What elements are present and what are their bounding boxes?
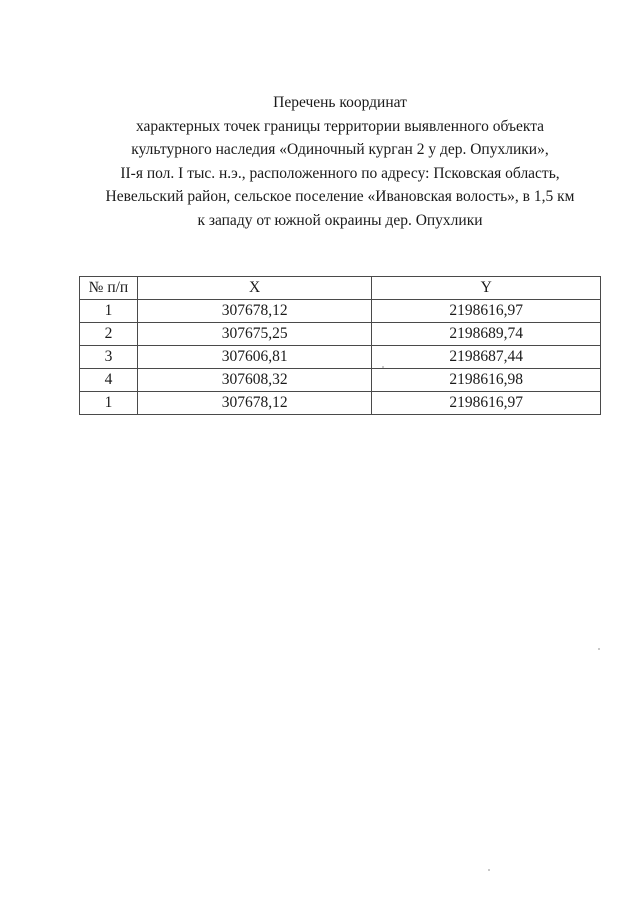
scan-speck	[598, 648, 600, 650]
cell-number: 4	[80, 369, 138, 392]
table-header-row	[80, 277, 601, 300]
table-row	[80, 300, 601, 323]
cell-x: 307678,12	[137, 392, 372, 415]
cell-x: 307675,25	[137, 323, 372, 346]
cell-y: 2198616,98	[372, 369, 601, 392]
cell-y: 2198616,97	[372, 300, 601, 323]
cell-number: 1	[80, 392, 138, 415]
cell-number: 1	[80, 300, 138, 323]
scan-speck	[488, 869, 490, 871]
table-row	[80, 323, 601, 346]
heading-title: Перечень координат	[273, 94, 407, 111]
table-row	[80, 392, 601, 415]
document-heading	[60, 91, 620, 232]
column-header-number: № п/п	[80, 277, 138, 300]
scan-speck	[382, 366, 384, 368]
column-header-y: Y	[372, 277, 601, 300]
cell-y: 2198687,44	[372, 346, 601, 369]
cell-number: 3	[80, 346, 138, 369]
cell-number: 2	[80, 323, 138, 346]
table-row	[80, 369, 601, 392]
cell-x: 307678,12	[137, 300, 372, 323]
heading-line: II-я пол. I тыс. н.э., расположенного по адресу: Псковская область,	[120, 164, 560, 182]
heading-line: Невельский район, сельское поселение «Ивановская волость», в 1,5 км	[105, 188, 575, 205]
cell-y: 2198616,97	[372, 392, 601, 415]
heading-line: к западу от южной окраины дер. Опухлики	[197, 211, 483, 229]
heading-line: характерных точек границы территории выявленного объекта	[135, 117, 545, 135]
heading-line: культурного наследия «Одиночный курган 2 у дер. Опухлики»,	[131, 141, 549, 158]
cell-x: 307606,81	[137, 346, 372, 369]
coordinates-table	[79, 276, 601, 415]
cell-y: 2198689,74	[372, 323, 601, 346]
cell-x: 307608,32	[137, 369, 372, 392]
column-header-x: X	[137, 277, 372, 300]
table-row	[80, 346, 601, 369]
